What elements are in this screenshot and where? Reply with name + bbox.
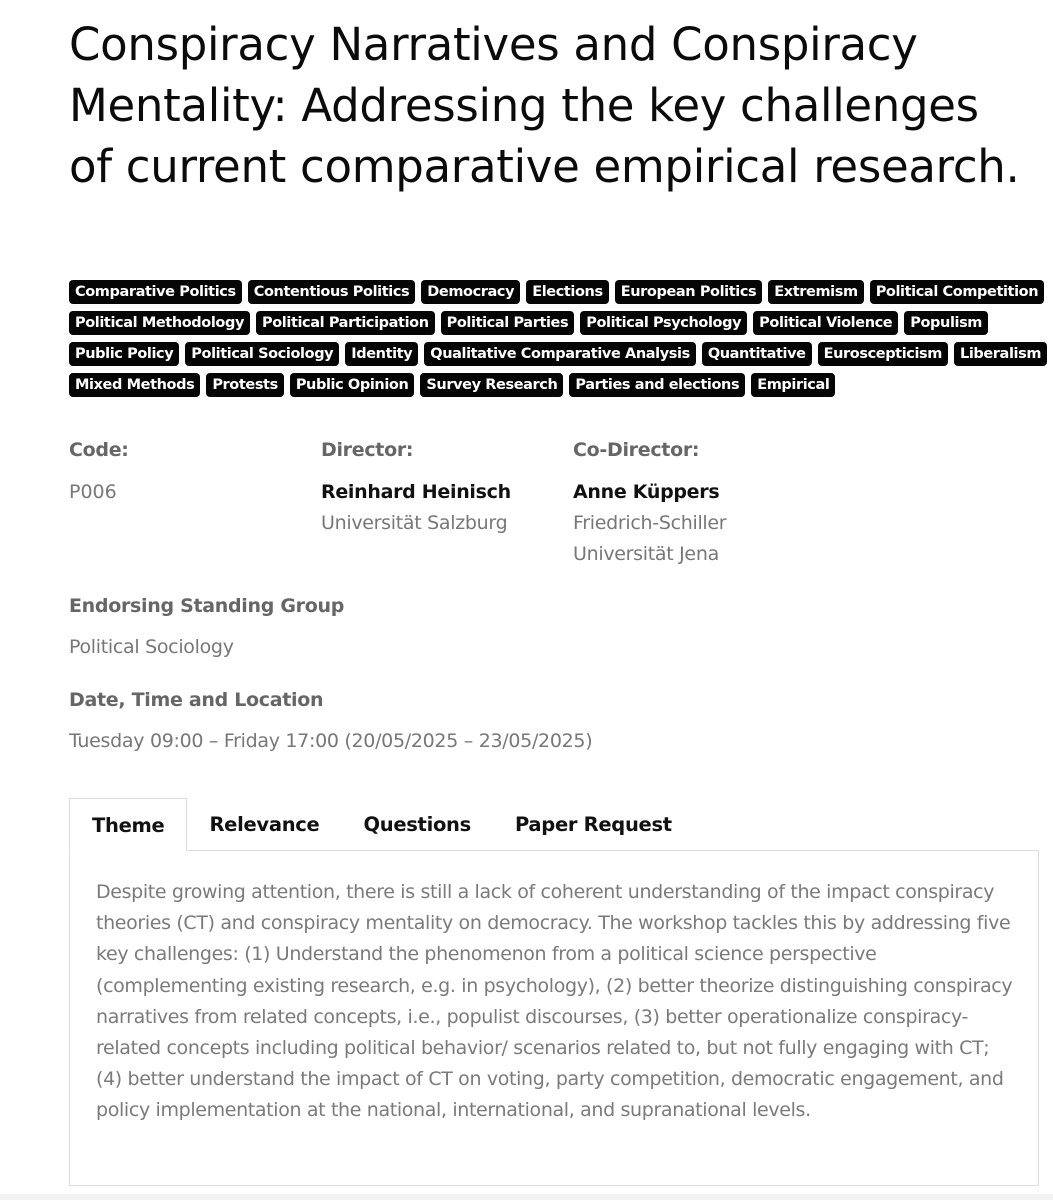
tag[interactable]: Political Methodology — [69, 311, 250, 335]
endorsing-label: Endorsing Standing Group — [69, 595, 345, 617]
codirector-affiliation: Universität Jena — [573, 543, 719, 565]
director-name[interactable]: Reinhard Heinisch — [321, 481, 511, 503]
tag[interactable]: Democracy — [421, 280, 520, 304]
tag[interactable]: Elections — [526, 280, 609, 304]
tag[interactable]: Quantitative — [702, 342, 812, 366]
page-bottom-strip — [0, 1194, 1053, 1200]
tag[interactable]: Extremism — [768, 280, 863, 304]
datetime-value: Tuesday 09:00 – Friday 17:00 (20/05/2025 – 23/05/2025) — [69, 730, 593, 752]
code-column — [69, 436, 129, 508]
codirector-column — [573, 436, 726, 570]
tag[interactable]: Public Opinion — [290, 373, 415, 397]
page-title: Conspiracy Narratives and Conspiracy Mentality: Addressing the key challenges of current comparative empirical research. — [69, 18, 1020, 193]
tag[interactable]: Comparative Politics — [69, 280, 242, 304]
tag[interactable]: Political Violence — [753, 311, 898, 335]
director-affiliation: Universität Salzburg — [321, 512, 508, 534]
tag[interactable]: Contentious Politics — [248, 280, 416, 304]
codirector-name[interactable]: Anne Küppers — [573, 481, 720, 503]
tag[interactable]: European Politics — [615, 280, 763, 304]
tag[interactable]: Public Policy — [69, 342, 179, 366]
endorsing-section — [69, 592, 344, 663]
tag-row — [69, 373, 1044, 397]
endorsing-value: Political Sociology — [69, 636, 234, 658]
tag[interactable]: Survey Research — [420, 373, 563, 397]
tag[interactable]: Protests — [206, 373, 284, 397]
tag[interactable]: Euroscepticism — [818, 342, 948, 366]
tag[interactable]: Political Parties — [441, 311, 575, 335]
tag[interactable]: Qualitative Comparative Analysis — [424, 342, 696, 366]
datetime-section — [69, 686, 592, 757]
tab-panel-theme — [69, 850, 1039, 1186]
tab-theme[interactable]: Theme — [69, 798, 187, 851]
code-label: Code: — [69, 439, 129, 461]
tag[interactable]: Identity — [345, 342, 418, 366]
director-column — [321, 436, 511, 539]
tag[interactable]: Empirical — [751, 373, 835, 397]
tag[interactable]: Liberalism — [954, 342, 1047, 366]
codirector-label: Co-Director: — [573, 439, 700, 461]
tab-paper-request[interactable]: Paper Request — [514, 813, 672, 836]
tag[interactable]: Political Psychology — [580, 311, 747, 335]
tab-relevance[interactable]: Relevance — [209, 813, 320, 836]
keyword-tags — [69, 280, 1044, 404]
tag-row — [69, 311, 1044, 335]
tab-bar — [69, 798, 694, 851]
info-tabs — [69, 784, 1039, 1186]
code-value: P006 — [69, 481, 117, 503]
codirector-affiliation: Friedrich-Schiller — [573, 512, 727, 534]
theme-text: Despite growing attention, there is still a lack of coherent understanding of the impact conspiracy theories (CT) and conspiracy mentality on democracy. The workshop tackles this by addressing five key challenges: (1) Understand the phenomenon from a political science perspective (complementing existing research, e.g. in psychology), (2) better theorize distinguishing conspiracy narratives from related concepts, i.e., populist discourses, (3) better operationalize conspiracy-related concepts including political behavior/ scenarios related to, but not fully engaging with CT; (4) better understand the impact of CT on voting, party competition, democratic engagement, and policy implementation at the national, international, and supranational levels. — [96, 881, 1013, 1122]
tag[interactable]: Political Participation — [256, 311, 435, 335]
tag[interactable]: Political Competition — [870, 280, 1044, 304]
tag[interactable]: Populism — [904, 311, 988, 335]
tag-row — [69, 280, 1044, 304]
tag-row — [69, 342, 1044, 366]
tag[interactable]: Mixed Methods — [69, 373, 200, 397]
workshop-meta — [69, 436, 829, 576]
workshop-page — [69, 14, 1039, 197]
datetime-label: Date, Time and Location — [69, 689, 324, 711]
tab-questions[interactable]: Questions — [363, 813, 471, 836]
director-label: Director: — [321, 439, 414, 461]
tag[interactable]: Parties and elections — [569, 373, 745, 397]
tag[interactable]: Political Sociology — [185, 342, 339, 366]
